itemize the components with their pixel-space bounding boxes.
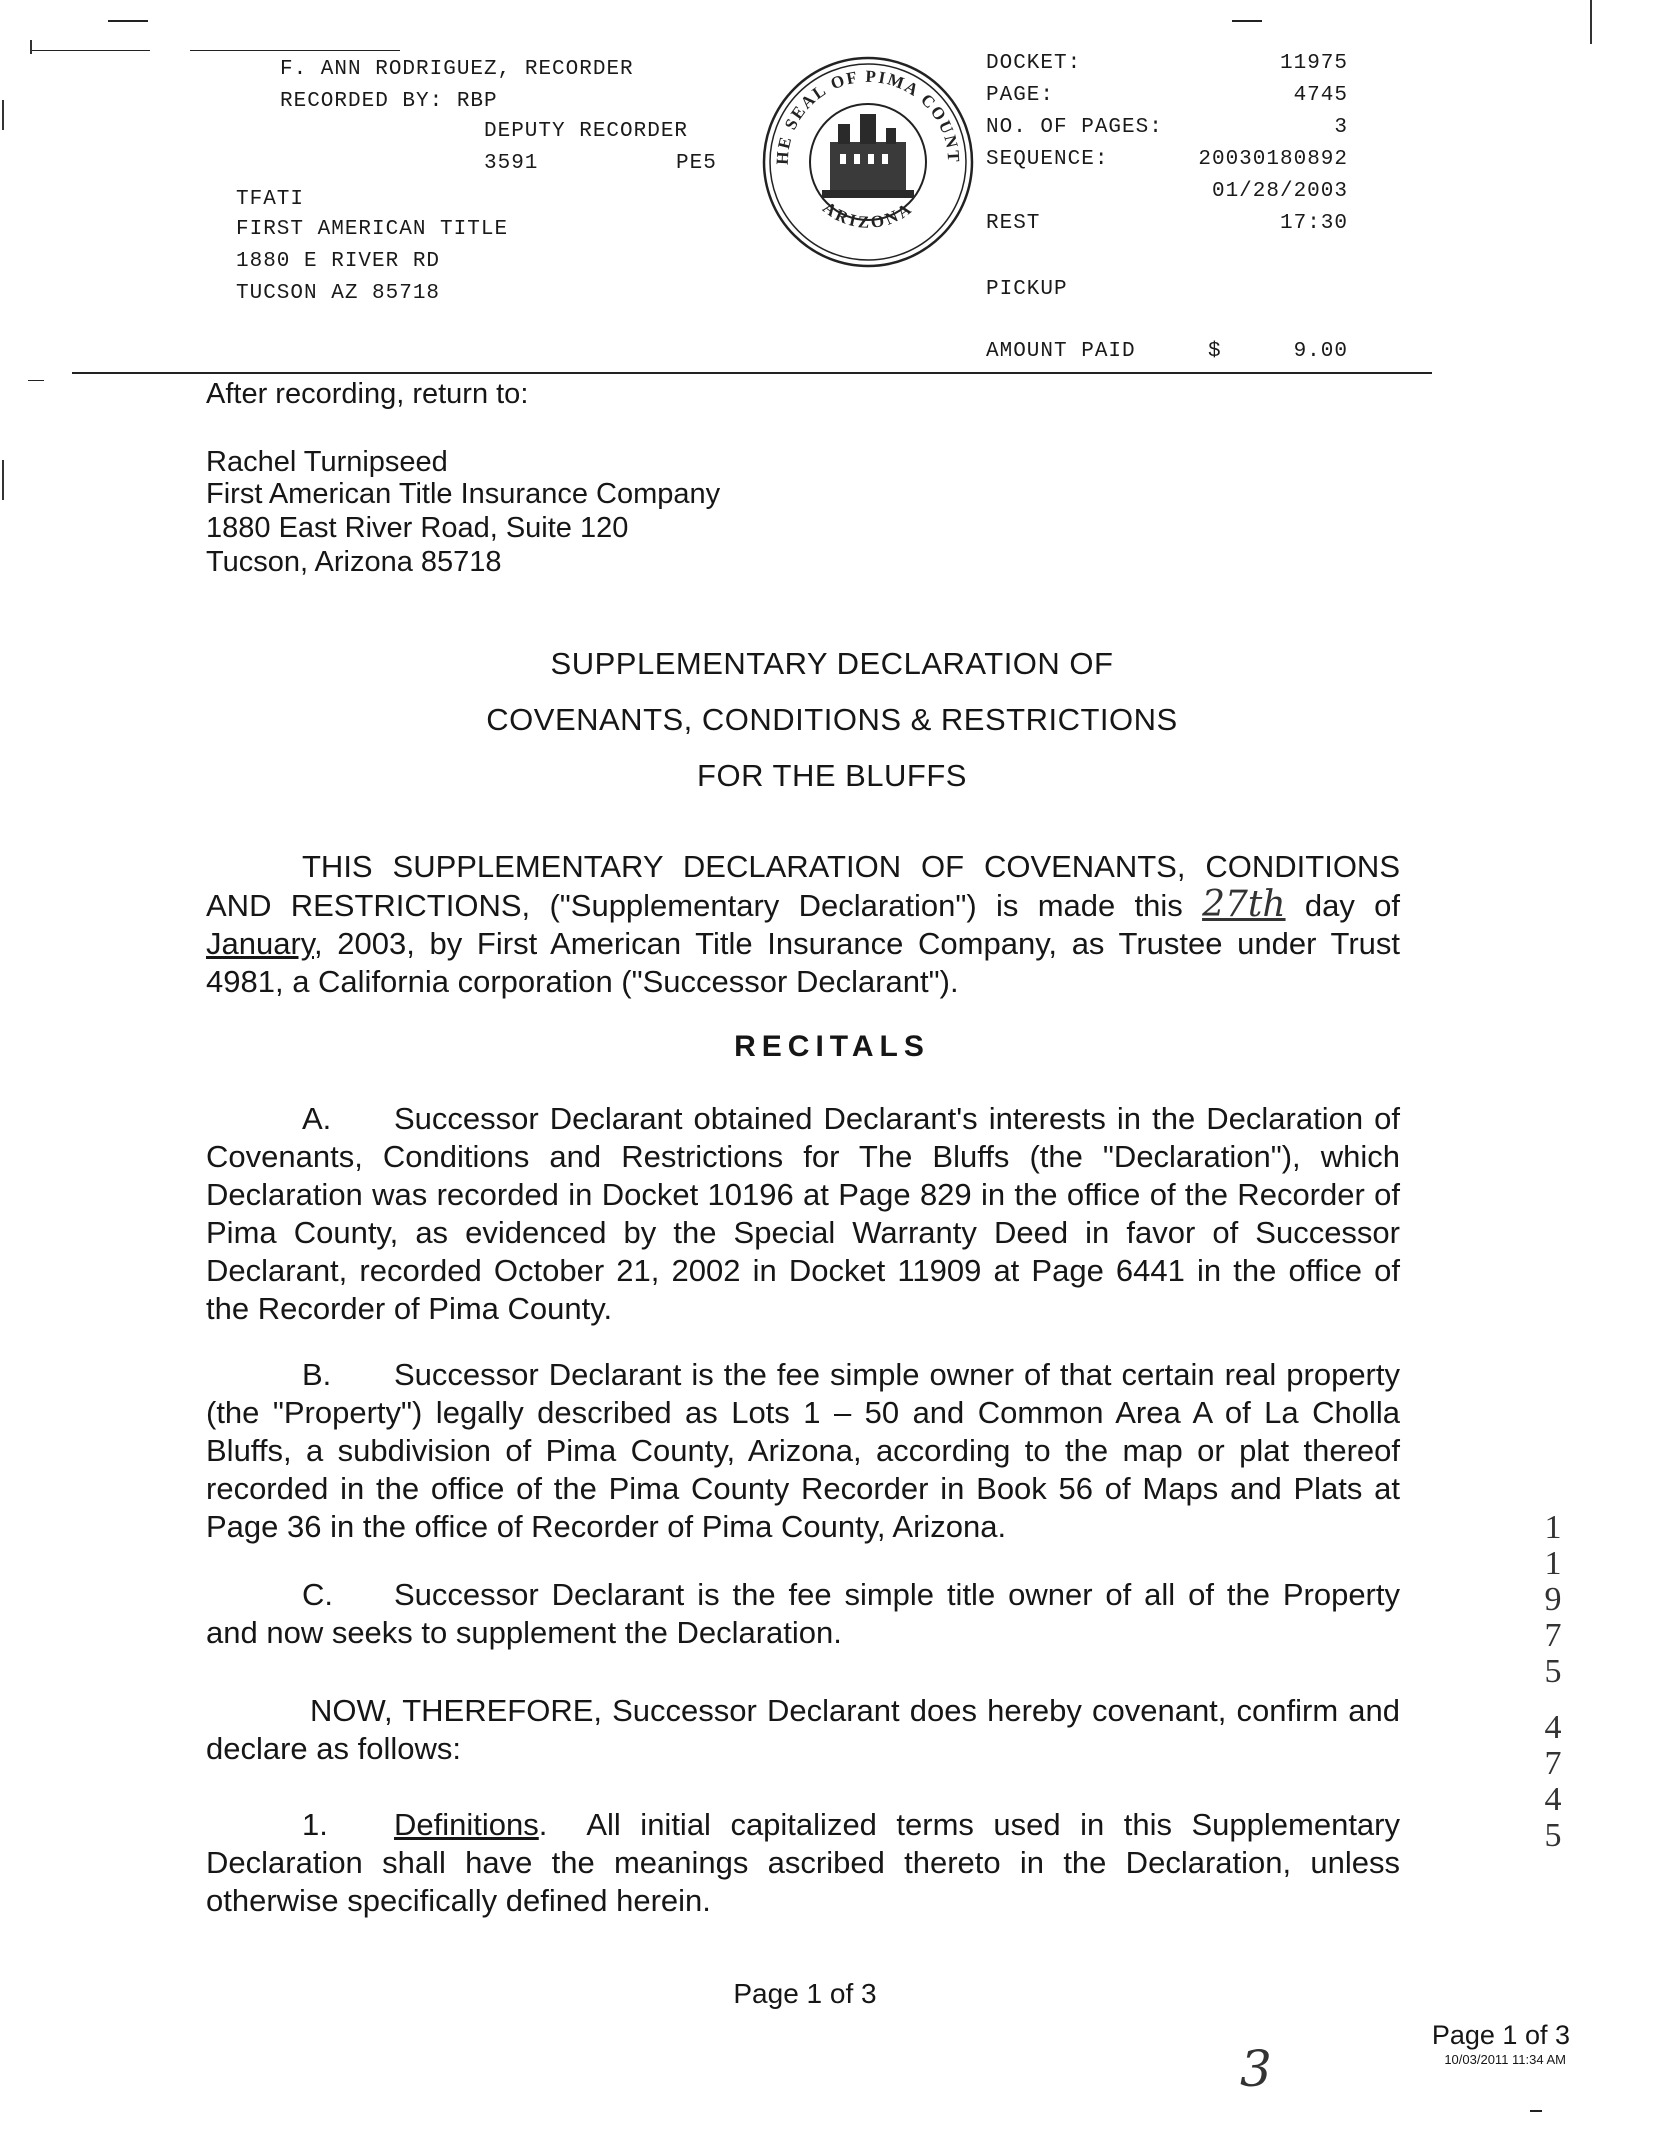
scan-dash	[1530, 2110, 1542, 2112]
now-therefore-paragraph: NOW, THEREFORE, Successor Declarant does hereby covenant, confirm and declare as follows:	[206, 1693, 1400, 1766]
scan-dash	[30, 50, 150, 51]
margin-digit: 5	[1544, 1817, 1562, 1854]
title-line-1: SUPPLEMENTARY DECLARATION OF	[550, 646, 1114, 681]
section-1-heading: Definitions	[394, 1807, 539, 1842]
seal-text-bottom: ARIZONA	[819, 197, 917, 232]
intro-part-3: , 2003, by First American Title Insurance Company, as Trustee under Trust 4981, a California corporation ("Successor Declarant").	[206, 926, 1400, 999]
scan-dash	[190, 50, 400, 51]
intro-day-handwritten: 27th	[1202, 884, 1286, 925]
sequence-label: SEQUENCE:	[986, 148, 1109, 171]
amount-value: 9.00	[1293, 340, 1348, 363]
margin-digit: 5	[1544, 1653, 1562, 1690]
margin-digit: 9	[1544, 1581, 1562, 1618]
section-1-number: 1.	[302, 1807, 328, 1842]
deputy-number: 3591	[484, 152, 539, 175]
recital-a	[206, 1100, 1400, 1328]
footer-page-right: Page 1 of 3	[1431, 2020, 1570, 2050]
recital-c	[206, 1576, 1400, 1652]
margin-digit: 7	[1544, 1617, 1562, 1654]
svg-text:ARIZONA	[819, 198, 917, 232]
scan-dash	[108, 20, 148, 22]
return-to-street: 1880 East River Road, Suite 120	[206, 512, 629, 544]
recital-b	[206, 1356, 1400, 1546]
recital-b-text: Successor Declarant is the fee simple owner of that certain real property (the "Property") legally described as Lots 1 – 50 and Common Area A of La Cholla Bluffs, a subdivision of Pima County, Arizona, according to the map or plat thereof recorded in the office of the Pima County Recorder in Book 56 of Maps and Plats at Page 36 in the office of Recorder of Pima County, Arizona.	[206, 1357, 1400, 1544]
scan-dash	[1232, 20, 1262, 22]
deputy-recorder: DEPUTY RECORDER	[484, 120, 689, 143]
margin-docket-stamp	[1538, 1510, 1568, 1854]
recital-c-text: Successor Declarant is the fee simple title owner of all of the Property and now seeks to supplement the Declaration.	[206, 1577, 1400, 1650]
return-to-company: First American Title Insurance Company	[206, 478, 721, 510]
rest-label: REST	[986, 212, 1041, 235]
return-to-name: Rachel Turnipseed	[206, 446, 448, 478]
intro-part-1: THIS SUPPLEMENTARY DECLARATION OF COVENANTS, CONDITIONS AND RESTRICTIONS, ("Supplementary Declaration") is made this	[206, 849, 1400, 923]
page-label: PAGE:	[986, 84, 1055, 107]
recital-a-letter: A.	[302, 1101, 332, 1136]
docket-value: 11975	[1279, 52, 1348, 75]
section-1-text: All initial capitalized terms used in this Supplementary Declaration shall have the meanings ascribed thereto in the Declaration, unless otherwise specifically defined herein.	[206, 1807, 1400, 1918]
addressee-code: TFATI	[236, 188, 305, 211]
pickup-label: PICKUP	[986, 278, 1068, 301]
margin-digit: 1	[1544, 1545, 1562, 1582]
recitals-heading: RECITALS	[734, 1030, 930, 1063]
header-divider-mark	[28, 380, 44, 381]
intro-paragraph	[206, 848, 1400, 1001]
title-line-2: COVENANTS, CONDITIONS & RESTRICTIONS	[486, 702, 1178, 737]
margin-digit: 1	[1544, 1509, 1562, 1546]
scan-tick	[2, 460, 4, 500]
title-line-3: FOR THE BLUFFS	[697, 758, 967, 793]
deputy-code: PE5	[676, 152, 717, 175]
page-value: 4745	[1293, 84, 1348, 107]
margin-digit: 4	[1544, 1709, 1562, 1746]
time-value: 17:30	[1279, 212, 1348, 235]
date-value: 01/28/2003	[1211, 180, 1348, 203]
footer-page-center: Page 1 of 3	[733, 1978, 877, 2009]
section-1-paragraph: 1. Definitions. All initial capitalized terms used in this Supplementary Declaration shall have the meanings ascribed thereto in the Declaration, unless otherwise specifically defined herein.	[206, 1807, 1400, 1918]
intro-month: January	[206, 926, 314, 961]
header-divider	[72, 372, 1432, 374]
recorder-name: F. ANN RODRIGUEZ, RECORDER	[280, 58, 634, 81]
docket-label: DOCKET:	[986, 52, 1082, 75]
sequence-value: 20030180892	[1198, 148, 1348, 171]
pages-label: NO. OF PAGES:	[986, 116, 1163, 139]
margin-digit: 7	[1544, 1745, 1562, 1782]
scan-tick	[30, 40, 32, 54]
addressee-city: TUCSON AZ 85718	[236, 282, 441, 305]
seal-text-top: HE SEAL OF PIMA COUNT	[772, 66, 964, 166]
county-seal	[760, 54, 976, 270]
recorded-by: RECORDED BY: RBP	[280, 90, 498, 113]
recital-c-letter: C.	[302, 1577, 333, 1612]
amount-currency: $	[1208, 340, 1222, 363]
recital-a-text: Successor Declarant obtained Declarant's interests in the Declaration of Covenants, Conditions and Restrictions for The Bluffs (the "Declaration"), which Declaration was recorded in Docket 10196 at Page 829 in the office of the Recorder of Pima County, as evidenced by the Special Warranty Deed in favor of Successor Declarant, recorded October 21, 2002 in Docket 11909 at Page 6441 in the office of the Recorder of Pima County.	[206, 1101, 1400, 1326]
margin-digit: 4	[1544, 1781, 1562, 1818]
footer-handwritten-mark: 3	[1240, 2040, 1272, 2098]
footer-print-stamp: 10/03/2011 11:34 AM	[1444, 2052, 1566, 2067]
scan-tick	[2, 100, 4, 130]
addressee-company: FIRST AMERICAN TITLE	[236, 218, 509, 241]
seal-building-icon	[822, 114, 914, 198]
return-to-city: Tucson, Arizona 85718	[206, 546, 502, 578]
amount-label: AMOUNT PAID	[986, 340, 1136, 363]
recital-b-letter: B.	[302, 1357, 332, 1392]
addressee-street: 1880 E RIVER RD	[236, 250, 441, 273]
return-to-label: After recording, return to:	[206, 378, 529, 410]
pages-value: 3	[1334, 116, 1348, 139]
scan-tick	[1590, 0, 1592, 44]
seal-graphic	[760, 54, 976, 270]
intro-part-2: day of	[1304, 888, 1400, 923]
